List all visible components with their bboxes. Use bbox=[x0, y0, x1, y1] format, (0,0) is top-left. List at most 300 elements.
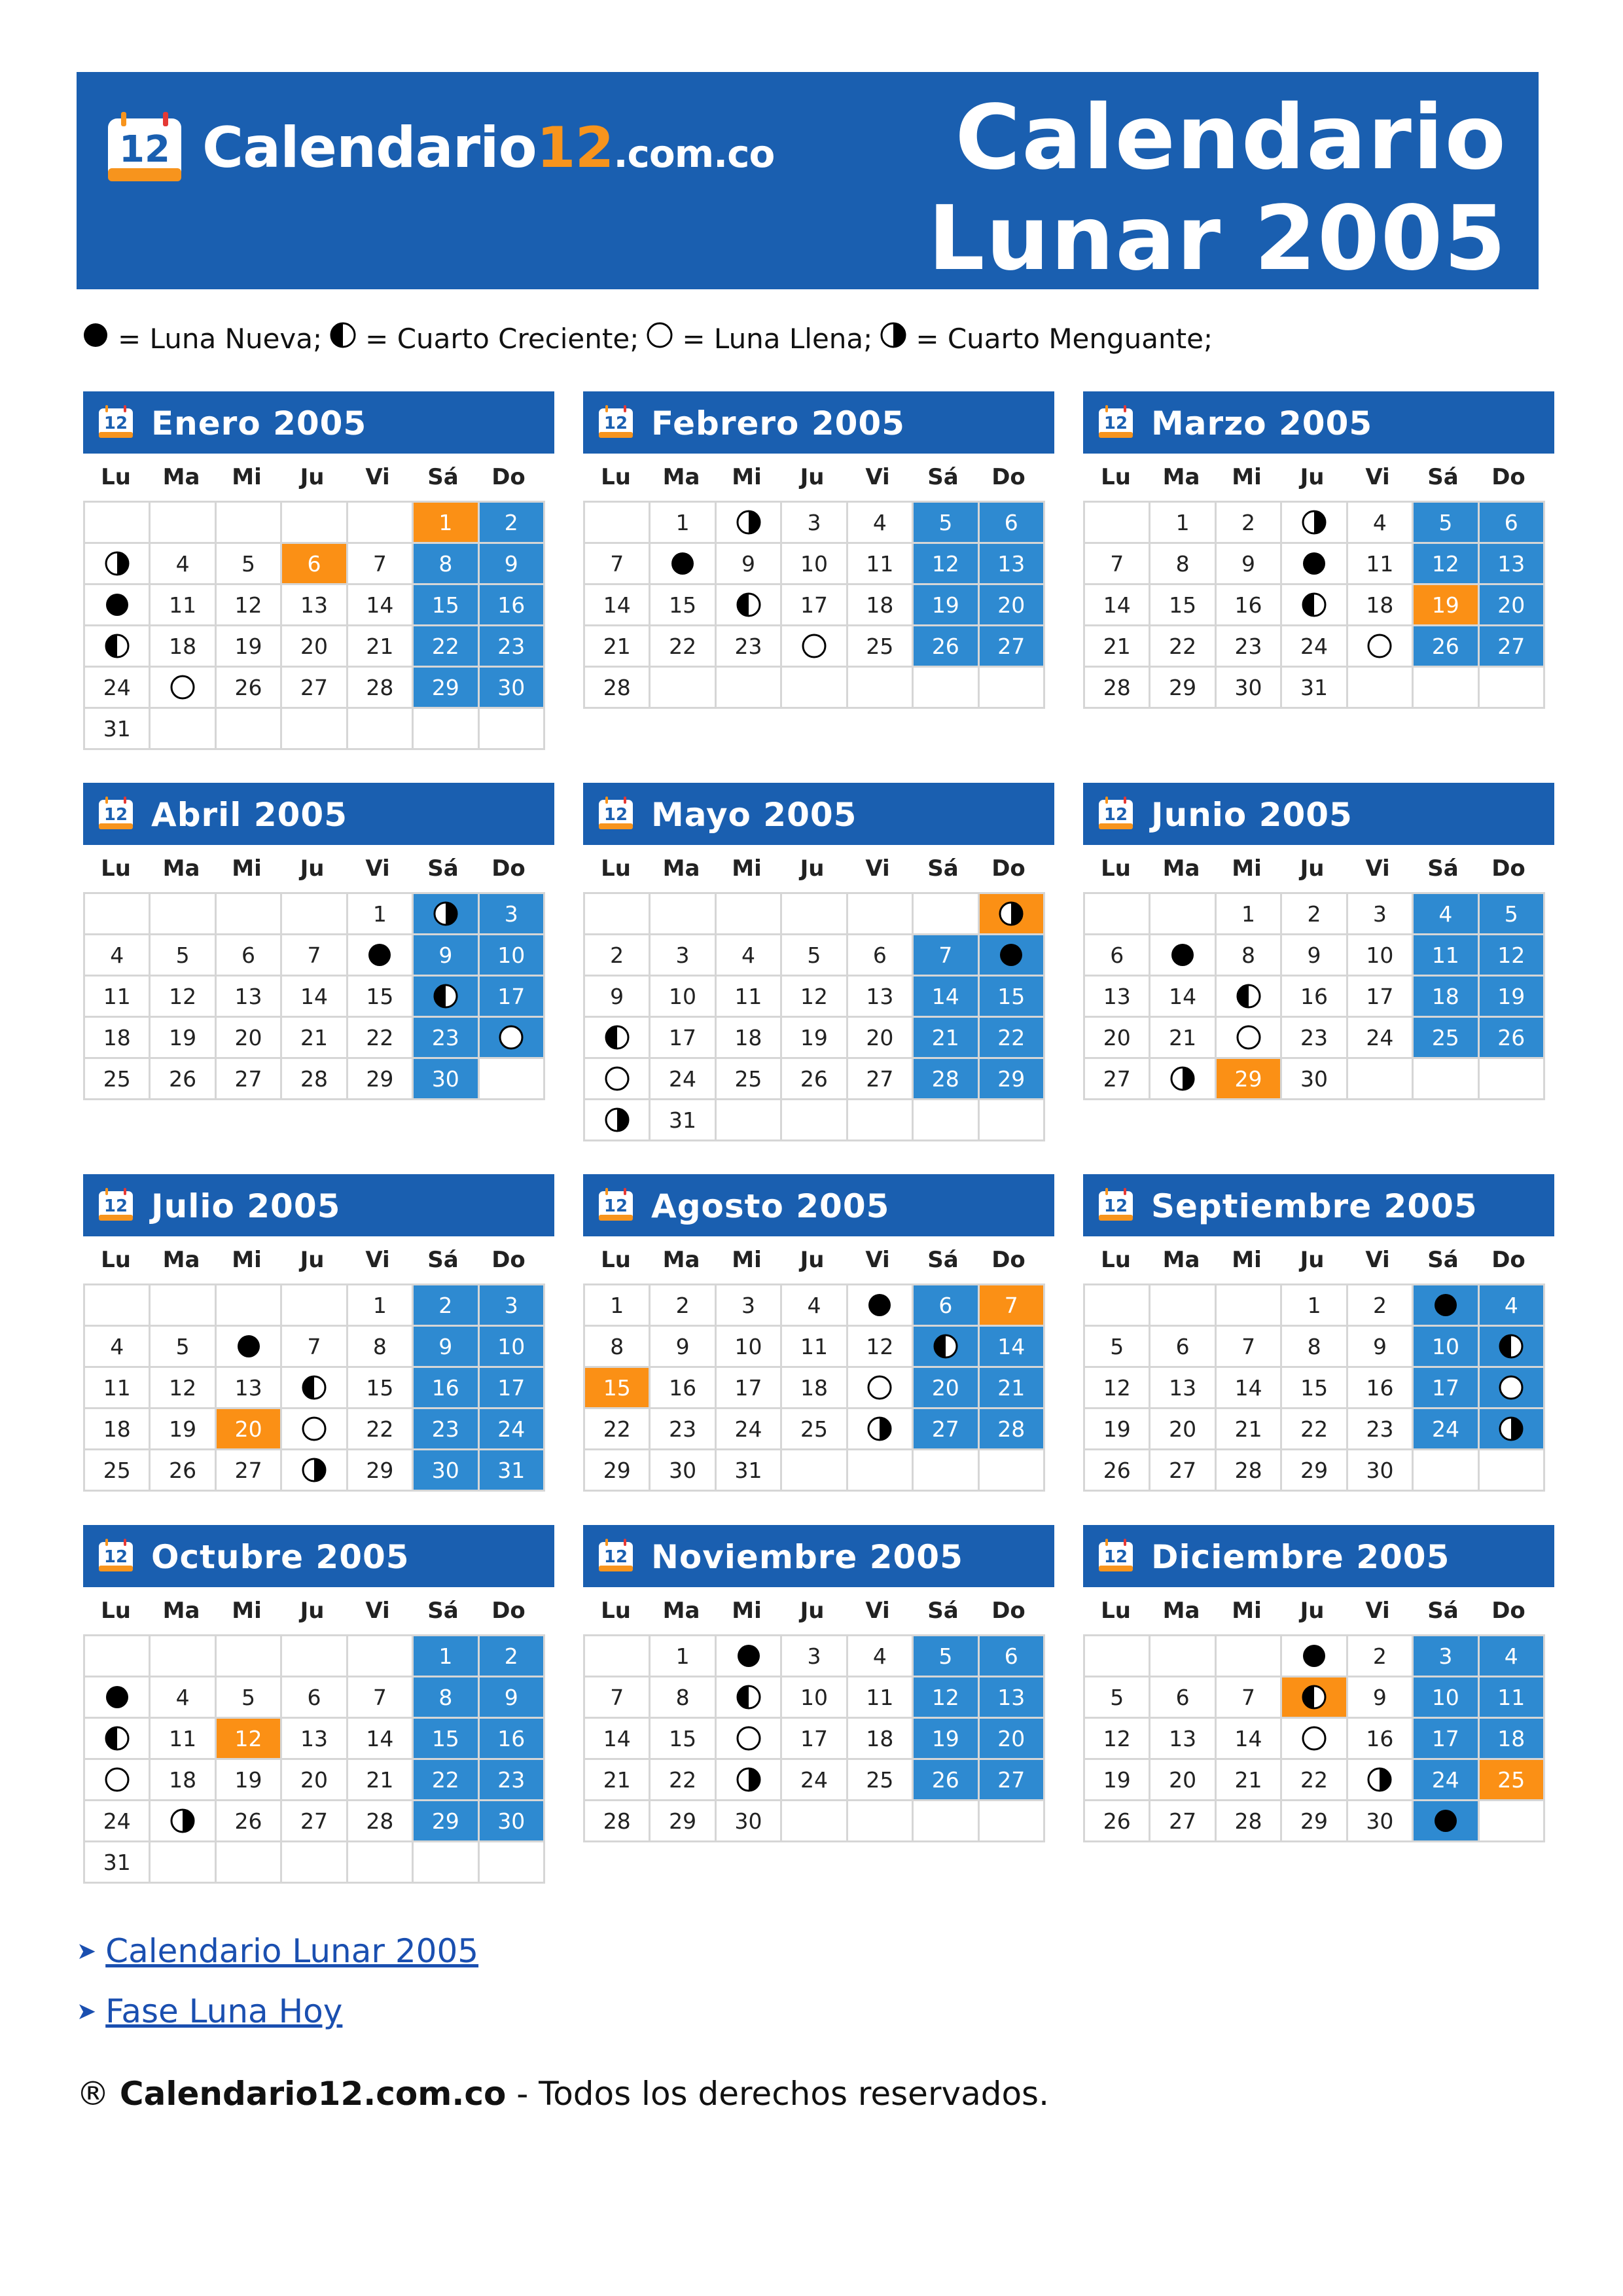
day-cell[interactable]: 23 bbox=[1215, 626, 1281, 667]
day-cell[interactable]: 9 bbox=[413, 935, 478, 976]
day-cell[interactable] bbox=[347, 935, 412, 976]
day-cell[interactable]: 24 bbox=[715, 1408, 781, 1450]
day-cell[interactable]: 22 bbox=[1281, 1408, 1347, 1450]
day-cell[interactable] bbox=[1478, 1367, 1544, 1408]
day-cell[interactable]: 7 bbox=[1084, 543, 1150, 584]
day-cell[interactable]: 29 bbox=[1150, 667, 1215, 708]
day-cell[interactable]: 27 bbox=[978, 1759, 1044, 1801]
day-cell[interactable] bbox=[1281, 1677, 1347, 1718]
day-cell[interactable]: 17 bbox=[715, 1367, 781, 1408]
day-cell[interactable]: 29 bbox=[413, 1801, 478, 1842]
day-cell[interactable]: 26 bbox=[913, 1759, 978, 1801]
day-cell[interactable]: 19 bbox=[150, 1408, 215, 1450]
day-cell[interactable]: 9 bbox=[478, 543, 544, 584]
day-cell[interactable]: 7 bbox=[584, 543, 650, 584]
day-cell[interactable] bbox=[84, 543, 150, 584]
day-cell[interactable] bbox=[715, 502, 781, 543]
day-cell[interactable] bbox=[150, 1801, 215, 1842]
day-cell[interactable] bbox=[215, 1326, 281, 1367]
day-cell[interactable]: 22 bbox=[650, 1759, 715, 1801]
day-cell[interactable] bbox=[413, 976, 478, 1017]
day-cell[interactable]: 14 bbox=[584, 1718, 650, 1759]
day-cell[interactable]: 5 bbox=[150, 935, 215, 976]
day-cell[interactable]: 12 bbox=[1413, 543, 1478, 584]
day-cell[interactable]: 31 bbox=[1281, 667, 1347, 708]
day-cell[interactable]: 5 bbox=[150, 1326, 215, 1367]
day-cell[interactable]: 3 bbox=[1347, 893, 1412, 935]
day-cell[interactable]: 27 bbox=[281, 667, 347, 708]
day-cell[interactable]: 19 bbox=[150, 1017, 215, 1058]
day-cell[interactable]: 2 bbox=[478, 1636, 544, 1677]
day-cell[interactable]: 15 bbox=[347, 976, 412, 1017]
day-cell[interactable] bbox=[1281, 502, 1347, 543]
day-cell[interactable]: 27 bbox=[913, 1408, 978, 1450]
day-cell[interactable]: 14 bbox=[978, 1326, 1044, 1367]
day-cell[interactable]: 5 bbox=[781, 935, 847, 976]
day-cell[interactable]: 14 bbox=[1215, 1367, 1281, 1408]
day-cell[interactable]: 3 bbox=[1413, 1636, 1478, 1677]
day-cell[interactable]: 31 bbox=[715, 1450, 781, 1491]
day-cell[interactable] bbox=[1215, 976, 1281, 1017]
day-cell[interactable]: 15 bbox=[413, 584, 478, 626]
day-cell[interactable]: 9 bbox=[1347, 1677, 1412, 1718]
day-cell[interactable] bbox=[978, 935, 1044, 976]
day-cell[interactable]: 27 bbox=[215, 1450, 281, 1491]
day-cell[interactable]: 22 bbox=[413, 1759, 478, 1801]
day-cell[interactable]: 9 bbox=[478, 1677, 544, 1718]
day-cell[interactable]: 14 bbox=[913, 976, 978, 1017]
day-cell[interactable]: 8 bbox=[1215, 935, 1281, 976]
day-cell[interactable]: 11 bbox=[1478, 1677, 1544, 1718]
day-cell[interactable]: 9 bbox=[650, 1326, 715, 1367]
day-cell[interactable]: 11 bbox=[781, 1326, 847, 1367]
day-cell[interactable]: 3 bbox=[478, 1285, 544, 1326]
day-cell[interactable] bbox=[715, 584, 781, 626]
day-cell[interactable]: 3 bbox=[781, 1636, 847, 1677]
day-cell[interactable]: 21 bbox=[1150, 1017, 1215, 1058]
day-cell[interactable] bbox=[584, 1058, 650, 1100]
day-cell[interactable]: 6 bbox=[913, 1285, 978, 1326]
day-cell[interactable]: 12 bbox=[215, 1718, 281, 1759]
day-cell[interactable]: 13 bbox=[978, 1677, 1044, 1718]
day-cell[interactable]: 29 bbox=[650, 1801, 715, 1842]
day-cell[interactable]: 18 bbox=[847, 584, 912, 626]
day-cell[interactable]: 14 bbox=[1084, 584, 1150, 626]
day-cell[interactable]: 14 bbox=[1215, 1718, 1281, 1759]
day-cell[interactable]: 16 bbox=[478, 1718, 544, 1759]
day-cell[interactable]: 14 bbox=[584, 584, 650, 626]
day-cell[interactable]: 15 bbox=[650, 1718, 715, 1759]
day-cell[interactable]: 31 bbox=[650, 1100, 715, 1141]
day-cell[interactable] bbox=[584, 1100, 650, 1141]
day-cell[interactable]: 23 bbox=[1281, 1017, 1347, 1058]
day-cell[interactable]: 12 bbox=[913, 1677, 978, 1718]
day-cell[interactable] bbox=[847, 1408, 912, 1450]
day-cell[interactable]: 4 bbox=[1478, 1636, 1544, 1677]
day-cell[interactable]: 24 bbox=[84, 1801, 150, 1842]
day-cell[interactable]: 24 bbox=[781, 1759, 847, 1801]
day-cell[interactable]: 25 bbox=[1413, 1017, 1478, 1058]
day-cell[interactable] bbox=[715, 1718, 781, 1759]
day-cell[interactable]: 9 bbox=[715, 543, 781, 584]
day-cell[interactable] bbox=[715, 1759, 781, 1801]
day-cell[interactable]: 11 bbox=[1413, 935, 1478, 976]
day-cell[interactable]: 24 bbox=[1413, 1759, 1478, 1801]
day-cell[interactable]: 7 bbox=[1215, 1677, 1281, 1718]
day-cell[interactable]: 7 bbox=[281, 1326, 347, 1367]
day-cell[interactable]: 27 bbox=[1084, 1058, 1150, 1100]
day-cell[interactable]: 25 bbox=[84, 1450, 150, 1491]
day-cell[interactable]: 30 bbox=[1347, 1450, 1412, 1491]
day-cell[interactable] bbox=[1478, 1408, 1544, 1450]
day-cell[interactable]: 3 bbox=[650, 935, 715, 976]
day-cell[interactable]: 15 bbox=[584, 1367, 650, 1408]
day-cell[interactable]: 1 bbox=[650, 502, 715, 543]
day-cell[interactable]: 22 bbox=[978, 1017, 1044, 1058]
day-cell[interactable]: 28 bbox=[913, 1058, 978, 1100]
day-cell[interactable]: 28 bbox=[281, 1058, 347, 1100]
day-cell[interactable]: 28 bbox=[584, 667, 650, 708]
day-cell[interactable]: 6 bbox=[847, 935, 912, 976]
day-cell[interactable] bbox=[84, 1718, 150, 1759]
day-cell[interactable]: 11 bbox=[150, 584, 215, 626]
day-cell[interactable]: 10 bbox=[1413, 1677, 1478, 1718]
day-cell[interactable]: 19 bbox=[1084, 1408, 1150, 1450]
day-cell[interactable]: 15 bbox=[650, 584, 715, 626]
day-cell[interactable] bbox=[1347, 1759, 1412, 1801]
day-cell[interactable]: 22 bbox=[347, 1017, 412, 1058]
day-cell[interactable]: 2 bbox=[1281, 893, 1347, 935]
day-cell[interactable]: 15 bbox=[413, 1718, 478, 1759]
day-cell[interactable]: 4 bbox=[715, 935, 781, 976]
day-cell[interactable] bbox=[1478, 1326, 1544, 1367]
day-cell[interactable]: 13 bbox=[1478, 543, 1544, 584]
day-cell[interactable] bbox=[913, 1326, 978, 1367]
day-cell[interactable]: 8 bbox=[1150, 543, 1215, 584]
day-cell[interactable]: 10 bbox=[781, 543, 847, 584]
day-cell[interactable]: 13 bbox=[847, 976, 912, 1017]
day-cell[interactable]: 12 bbox=[847, 1326, 912, 1367]
day-cell[interactable]: 21 bbox=[347, 1759, 412, 1801]
day-cell[interactable]: 6 bbox=[281, 1677, 347, 1718]
day-cell[interactable]: 23 bbox=[478, 626, 544, 667]
day-cell[interactable] bbox=[847, 1367, 912, 1408]
day-cell[interactable]: 25 bbox=[847, 1759, 912, 1801]
day-cell[interactable]: 21 bbox=[1084, 626, 1150, 667]
day-cell[interactable]: 2 bbox=[478, 502, 544, 543]
day-cell[interactable]: 4 bbox=[150, 543, 215, 584]
day-cell[interactable]: 5 bbox=[1478, 893, 1544, 935]
day-cell[interactable]: 26 bbox=[1413, 626, 1478, 667]
day-cell[interactable]: 27 bbox=[1150, 1801, 1215, 1842]
day-cell[interactable]: 20 bbox=[281, 626, 347, 667]
day-cell[interactable]: 17 bbox=[1347, 976, 1412, 1017]
day-cell[interactable]: 12 bbox=[215, 584, 281, 626]
day-cell[interactable]: 12 bbox=[781, 976, 847, 1017]
day-cell[interactable] bbox=[1413, 1801, 1478, 1842]
day-cell[interactable]: 7 bbox=[584, 1677, 650, 1718]
day-cell[interactable]: 20 bbox=[913, 1367, 978, 1408]
day-cell[interactable]: 19 bbox=[1413, 584, 1478, 626]
day-cell[interactable]: 28 bbox=[978, 1408, 1044, 1450]
day-cell[interactable]: 25 bbox=[84, 1058, 150, 1100]
day-cell[interactable]: 13 bbox=[215, 1367, 281, 1408]
day-cell[interactable]: 26 bbox=[150, 1450, 215, 1491]
day-cell[interactable] bbox=[84, 626, 150, 667]
day-cell[interactable] bbox=[84, 1677, 150, 1718]
day-cell[interactable]: 3 bbox=[715, 1285, 781, 1326]
day-cell[interactable]: 3 bbox=[781, 502, 847, 543]
day-cell[interactable] bbox=[1281, 584, 1347, 626]
day-cell[interactable]: 14 bbox=[281, 976, 347, 1017]
day-cell[interactable]: 6 bbox=[1084, 935, 1150, 976]
day-cell[interactable]: 6 bbox=[978, 502, 1044, 543]
day-cell[interactable]: 1 bbox=[1281, 1285, 1347, 1326]
day-cell[interactable]: 24 bbox=[1347, 1017, 1412, 1058]
day-cell[interactable]: 31 bbox=[84, 1842, 150, 1883]
day-cell[interactable]: 1 bbox=[413, 1636, 478, 1677]
day-cell[interactable] bbox=[847, 1285, 912, 1326]
day-cell[interactable]: 29 bbox=[347, 1058, 412, 1100]
day-cell[interactable]: 20 bbox=[1084, 1017, 1150, 1058]
day-cell[interactable]: 25 bbox=[715, 1058, 781, 1100]
day-cell[interactable]: 10 bbox=[650, 976, 715, 1017]
calendario-lunar-link[interactable]: Calendario Lunar 2005 bbox=[105, 1932, 479, 1970]
day-cell[interactable]: 10 bbox=[781, 1677, 847, 1718]
day-cell[interactable]: 29 bbox=[413, 667, 478, 708]
day-cell[interactable]: 27 bbox=[978, 626, 1044, 667]
day-cell[interactable]: 12 bbox=[913, 543, 978, 584]
day-cell[interactable] bbox=[1281, 1636, 1347, 1677]
day-cell[interactable]: 4 bbox=[150, 1677, 215, 1718]
day-cell[interactable]: 14 bbox=[1150, 976, 1215, 1017]
day-cell[interactable] bbox=[478, 1017, 544, 1058]
day-cell[interactable]: 24 bbox=[1281, 626, 1347, 667]
day-cell[interactable]: 27 bbox=[1150, 1450, 1215, 1491]
day-cell[interactable]: 11 bbox=[84, 1367, 150, 1408]
day-cell[interactable]: 7 bbox=[978, 1285, 1044, 1326]
day-cell[interactable] bbox=[281, 1408, 347, 1450]
day-cell[interactable]: 4 bbox=[781, 1285, 847, 1326]
day-cell[interactable]: 21 bbox=[347, 626, 412, 667]
day-cell[interactable]: 17 bbox=[781, 1718, 847, 1759]
day-cell[interactable]: 22 bbox=[650, 626, 715, 667]
day-cell[interactable]: 6 bbox=[1150, 1677, 1215, 1718]
day-cell[interactable]: 22 bbox=[347, 1408, 412, 1450]
day-cell[interactable]: 12 bbox=[1084, 1367, 1150, 1408]
day-cell[interactable]: 16 bbox=[478, 584, 544, 626]
day-cell[interactable]: 7 bbox=[913, 935, 978, 976]
day-cell[interactable]: 9 bbox=[1281, 935, 1347, 976]
day-cell[interactable]: 20 bbox=[1150, 1408, 1215, 1450]
day-cell[interactable] bbox=[715, 1636, 781, 1677]
day-cell[interactable]: 23 bbox=[715, 626, 781, 667]
day-cell[interactable]: 9 bbox=[1347, 1326, 1412, 1367]
day-cell[interactable]: 15 bbox=[347, 1367, 412, 1408]
day-cell[interactable]: 28 bbox=[1215, 1450, 1281, 1491]
day-cell[interactable]: 30 bbox=[1215, 667, 1281, 708]
day-cell[interactable]: 4 bbox=[84, 1326, 150, 1367]
day-cell[interactable]: 29 bbox=[1281, 1450, 1347, 1491]
day-cell[interactable]: 29 bbox=[978, 1058, 1044, 1100]
day-cell[interactable] bbox=[84, 584, 150, 626]
day-cell[interactable]: 16 bbox=[1281, 976, 1347, 1017]
day-cell[interactable]: 21 bbox=[978, 1367, 1044, 1408]
day-cell[interactable]: 24 bbox=[1413, 1408, 1478, 1450]
day-cell[interactable]: 6 bbox=[1150, 1326, 1215, 1367]
day-cell[interactable] bbox=[781, 626, 847, 667]
day-cell[interactable]: 30 bbox=[715, 1801, 781, 1842]
day-cell[interactable]: 5 bbox=[1084, 1326, 1150, 1367]
day-cell[interactable]: 13 bbox=[1150, 1367, 1215, 1408]
day-cell[interactable]: 15 bbox=[1281, 1367, 1347, 1408]
day-cell[interactable]: 12 bbox=[150, 1367, 215, 1408]
day-cell[interactable]: 15 bbox=[978, 976, 1044, 1017]
day-cell[interactable]: 25 bbox=[1478, 1759, 1544, 1801]
day-cell[interactable]: 19 bbox=[1478, 976, 1544, 1017]
day-cell[interactable]: 20 bbox=[1478, 584, 1544, 626]
day-cell[interactable]: 4 bbox=[847, 502, 912, 543]
day-cell[interactable]: 19 bbox=[781, 1017, 847, 1058]
day-cell[interactable]: 25 bbox=[781, 1408, 847, 1450]
day-cell[interactable]: 2 bbox=[650, 1285, 715, 1326]
day-cell[interactable]: 16 bbox=[1347, 1367, 1412, 1408]
day-cell[interactable]: 18 bbox=[150, 1759, 215, 1801]
day-cell[interactable]: 30 bbox=[413, 1058, 478, 1100]
day-cell[interactable]: 17 bbox=[1413, 1718, 1478, 1759]
day-cell[interactable]: 18 bbox=[150, 626, 215, 667]
day-cell[interactable]: 27 bbox=[215, 1058, 281, 1100]
day-cell[interactable]: 26 bbox=[913, 626, 978, 667]
day-cell[interactable]: 29 bbox=[347, 1450, 412, 1491]
day-cell[interactable]: 14 bbox=[347, 584, 412, 626]
day-cell[interactable]: 26 bbox=[1084, 1450, 1150, 1491]
day-cell[interactable] bbox=[84, 1759, 150, 1801]
day-cell[interactable] bbox=[1281, 543, 1347, 584]
day-cell[interactable]: 24 bbox=[650, 1058, 715, 1100]
day-cell[interactable]: 28 bbox=[584, 1801, 650, 1842]
day-cell[interactable]: 1 bbox=[1215, 893, 1281, 935]
day-cell[interactable]: 14 bbox=[347, 1718, 412, 1759]
day-cell[interactable]: 11 bbox=[84, 976, 150, 1017]
day-cell[interactable]: 13 bbox=[281, 1718, 347, 1759]
day-cell[interactable] bbox=[1215, 1017, 1281, 1058]
day-cell[interactable]: 16 bbox=[1347, 1718, 1412, 1759]
day-cell[interactable]: 7 bbox=[281, 935, 347, 976]
day-cell[interactable]: 23 bbox=[478, 1759, 544, 1801]
day-cell[interactable]: 21 bbox=[584, 1759, 650, 1801]
day-cell[interactable]: 9 bbox=[1215, 543, 1281, 584]
day-cell[interactable]: 19 bbox=[1084, 1759, 1150, 1801]
day-cell[interactable]: 21 bbox=[1215, 1408, 1281, 1450]
day-cell[interactable]: 19 bbox=[913, 584, 978, 626]
day-cell[interactable]: 30 bbox=[478, 1801, 544, 1842]
day-cell[interactable]: 17 bbox=[1413, 1367, 1478, 1408]
day-cell[interactable]: 13 bbox=[1150, 1718, 1215, 1759]
day-cell[interactable]: 11 bbox=[847, 543, 912, 584]
day-cell[interactable] bbox=[150, 667, 215, 708]
day-cell[interactable]: 17 bbox=[781, 584, 847, 626]
day-cell[interactable]: 2 bbox=[1347, 1285, 1412, 1326]
day-cell[interactable]: 4 bbox=[84, 935, 150, 976]
day-cell[interactable]: 27 bbox=[1478, 626, 1544, 667]
day-cell[interactable]: 26 bbox=[1478, 1017, 1544, 1058]
day-cell[interactable]: 30 bbox=[650, 1450, 715, 1491]
day-cell[interactable]: 4 bbox=[1347, 502, 1412, 543]
day-cell[interactable]: 20 bbox=[281, 1759, 347, 1801]
day-cell[interactable]: 18 bbox=[715, 1017, 781, 1058]
day-cell[interactable]: 17 bbox=[478, 1367, 544, 1408]
day-cell[interactable]: 19 bbox=[913, 1718, 978, 1759]
day-cell[interactable]: 1 bbox=[347, 1285, 412, 1326]
day-cell[interactable]: 20 bbox=[215, 1408, 281, 1450]
day-cell[interactable]: 17 bbox=[478, 976, 544, 1017]
day-cell[interactable]: 19 bbox=[215, 1759, 281, 1801]
day-cell[interactable]: 28 bbox=[347, 667, 412, 708]
day-cell[interactable] bbox=[1281, 1718, 1347, 1759]
day-cell[interactable]: 30 bbox=[413, 1450, 478, 1491]
day-cell[interactable]: 26 bbox=[150, 1058, 215, 1100]
day-cell[interactable]: 9 bbox=[413, 1326, 478, 1367]
day-cell[interactable]: 30 bbox=[1347, 1801, 1412, 1842]
day-cell[interactable]: 28 bbox=[1084, 667, 1150, 708]
day-cell[interactable]: 4 bbox=[1413, 893, 1478, 935]
day-cell[interactable]: 10 bbox=[478, 935, 544, 976]
day-cell[interactable]: 6 bbox=[978, 1636, 1044, 1677]
day-cell[interactable]: 2 bbox=[584, 935, 650, 976]
day-cell[interactable]: 1 bbox=[1150, 502, 1215, 543]
day-cell[interactable]: 26 bbox=[781, 1058, 847, 1100]
day-cell[interactable]: 26 bbox=[1084, 1801, 1150, 1842]
day-cell[interactable]: 7 bbox=[1215, 1326, 1281, 1367]
day-cell[interactable]: 12 bbox=[1084, 1718, 1150, 1759]
day-cell[interactable]: 27 bbox=[281, 1801, 347, 1842]
day-cell[interactable]: 11 bbox=[715, 976, 781, 1017]
day-cell[interactable]: 30 bbox=[478, 667, 544, 708]
day-cell[interactable]: 24 bbox=[478, 1408, 544, 1450]
day-cell[interactable] bbox=[715, 1677, 781, 1718]
day-cell[interactable]: 31 bbox=[84, 708, 150, 749]
day-cell[interactable]: 21 bbox=[1215, 1759, 1281, 1801]
day-cell[interactable]: 20 bbox=[978, 584, 1044, 626]
day-cell[interactable]: 7 bbox=[347, 1677, 412, 1718]
day-cell[interactable]: 29 bbox=[584, 1450, 650, 1491]
day-cell[interactable]: 8 bbox=[347, 1326, 412, 1367]
day-cell[interactable]: 20 bbox=[215, 1017, 281, 1058]
day-cell[interactable] bbox=[1347, 626, 1412, 667]
day-cell[interactable]: 10 bbox=[1347, 935, 1412, 976]
day-cell[interactable]: 21 bbox=[584, 626, 650, 667]
day-cell[interactable]: 10 bbox=[715, 1326, 781, 1367]
day-cell[interactable]: 11 bbox=[847, 1677, 912, 1718]
day-cell[interactable]: 5 bbox=[913, 502, 978, 543]
day-cell[interactable]: 23 bbox=[413, 1017, 478, 1058]
day-cell[interactable]: 13 bbox=[215, 976, 281, 1017]
day-cell[interactable]: 18 bbox=[1413, 976, 1478, 1017]
day-cell[interactable]: 26 bbox=[215, 1801, 281, 1842]
day-cell[interactable]: 11 bbox=[150, 1718, 215, 1759]
day-cell[interactable]: 13 bbox=[978, 543, 1044, 584]
day-cell[interactable]: 18 bbox=[1347, 584, 1412, 626]
day-cell[interactable]: 13 bbox=[281, 584, 347, 626]
day-cell[interactable]: 28 bbox=[347, 1801, 412, 1842]
day-cell[interactable] bbox=[584, 1017, 650, 1058]
day-cell[interactable]: 7 bbox=[347, 543, 412, 584]
day-cell[interactable]: 23 bbox=[1347, 1408, 1412, 1450]
day-cell[interactable]: 5 bbox=[215, 1677, 281, 1718]
day-cell[interactable]: 4 bbox=[1478, 1285, 1544, 1326]
day-cell[interactable]: 2 bbox=[413, 1285, 478, 1326]
